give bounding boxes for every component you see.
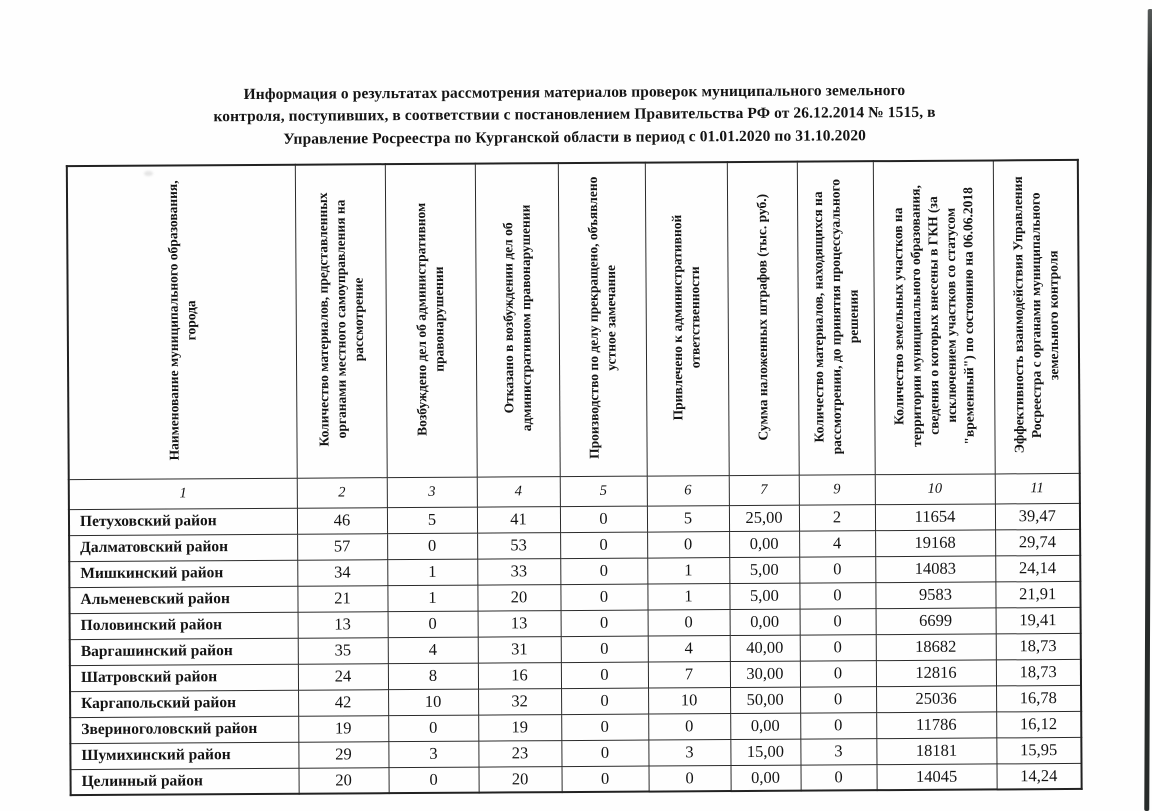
value-cell: 53 — [477, 533, 560, 560]
value-cell: 0 — [799, 583, 875, 609]
value-cell: 3 — [648, 740, 730, 767]
value-cell: 0 — [562, 766, 649, 793]
district-name-cell: Каргапольский район — [70, 690, 298, 717]
district-name-cell: Половинский район — [70, 612, 298, 639]
district-name-cell: Далматовский район — [69, 534, 297, 561]
value-cell: 29,74 — [995, 529, 1080, 556]
column-header-text: Сумма наложенных штрафов (тыс. руб.) — [754, 193, 771, 441]
column-number: 1 — [69, 478, 297, 509]
value-cell: 0 — [560, 532, 647, 559]
column-header-text: Возбуждено дел об административном правонарушении — [413, 202, 448, 436]
value-cell: 16,12 — [996, 711, 1081, 738]
value-cell: 1 — [647, 558, 729, 585]
table-row — [71, 763, 1082, 795]
value-cell: 0 — [647, 532, 729, 559]
value-cell: 30,00 — [730, 661, 800, 687]
value-cell: 0 — [648, 610, 730, 637]
column-header-10 — [873, 160, 995, 474]
district-name-cell: Мишкинский район — [69, 560, 297, 587]
value-cell: 20 — [479, 767, 562, 794]
value-cell: 50,00 — [730, 687, 800, 713]
value-cell: 0 — [799, 557, 875, 583]
header-row — [67, 160, 1080, 480]
value-cell: 13 — [298, 612, 388, 639]
value-cell: 23 — [478, 741, 561, 768]
value-cell: 1 — [647, 584, 729, 611]
column-header-text: Наименование муниципального образования, города — [164, 180, 199, 461]
value-cell: 35 — [298, 638, 388, 665]
value-cell: 20 — [477, 585, 560, 612]
value-cell: 21 — [297, 586, 387, 613]
district-name-cell: Шумихинский район — [70, 742, 298, 769]
value-cell: 19168 — [875, 530, 995, 557]
column-header-6 — [645, 162, 729, 476]
value-cell: 42 — [298, 690, 388, 717]
value-cell: 4 — [648, 636, 730, 663]
results-table — [66, 159, 1083, 797]
column-number: 4 — [477, 477, 560, 508]
value-cell: 0 — [560, 584, 647, 611]
column-header-text: Эффективность взаимодействия Управления Росреестра с органами муниципального земельного контроля — [1009, 176, 1062, 454]
value-cell: 0 — [561, 636, 648, 663]
value-cell: 19,41 — [996, 607, 1081, 634]
value-cell: 1 — [387, 585, 477, 612]
scan-smudge-artifact — [144, 171, 153, 176]
value-cell: 31 — [478, 637, 561, 664]
value-cell: 5,00 — [729, 557, 799, 583]
value-cell: 13 — [478, 611, 561, 638]
column-header-5 — [558, 163, 647, 477]
value-cell: 14045 — [876, 764, 996, 791]
value-cell: 39,47 — [995, 503, 1080, 530]
district-name-cell: Целинный район — [71, 768, 299, 795]
value-cell: 15,95 — [996, 737, 1081, 764]
value-cell: 0 — [389, 767, 479, 794]
value-cell: 0 — [387, 533, 477, 560]
value-cell: 29 — [298, 742, 388, 769]
value-cell: 10 — [648, 688, 730, 715]
column-header-3 — [385, 164, 477, 478]
column-header-text: Количество материалов, представленных органами местного самоуправления на рассмотрение — [314, 192, 366, 447]
district-name-cell: Альменевский район — [69, 586, 297, 613]
value-cell: 3 — [388, 741, 478, 768]
column-header-7 — [727, 162, 799, 476]
value-cell: 4 — [388, 637, 478, 664]
column-number: 5 — [560, 476, 647, 507]
column-header-text: Привлечено к административной ответственности — [669, 214, 704, 421]
value-cell: 1 — [387, 559, 477, 586]
district-name-cell: Звериноголовский район — [70, 716, 298, 743]
value-cell: 0 — [561, 662, 648, 689]
value-cell: 5 — [387, 507, 477, 534]
value-cell: 0 — [561, 610, 648, 637]
value-cell: 46 — [297, 508, 387, 535]
column-header-2 — [295, 164, 387, 478]
value-cell: 16,78 — [996, 685, 1081, 712]
document-title — [94, 79, 1054, 152]
district-name-cell: Варгашинский район — [70, 638, 298, 665]
value-cell: 21,91 — [995, 581, 1080, 608]
column-header-text: Количество земельных участков на территории муниципального образования, сведения о которых внесены в ГКН (за исключением участков со статусом "временный") по состоянию на 06.06.2018 — [890, 184, 977, 447]
value-cell: 0 — [800, 713, 876, 739]
district-name-cell: Петуховский район — [69, 508, 297, 535]
title-line: Информация о результатах рассмотрения материалов проверок муниципального земельного — [243, 81, 906, 104]
value-cell: 57 — [297, 534, 387, 561]
title-line: Управление Росреестра по Курганской области в период с 01.01.2020 по 31.10.2020 — [283, 126, 867, 148]
column-header-1 — [67, 165, 297, 480]
value-cell: 33 — [477, 559, 560, 586]
value-cell: 25,00 — [729, 505, 799, 531]
value-cell: 19 — [478, 715, 561, 742]
value-cell: 40,00 — [730, 635, 800, 661]
value-cell: 0,00 — [730, 713, 800, 739]
value-cell: 12816 — [876, 660, 996, 687]
column-header-text: Количество материалов, находящихся на рассмотрении, до принятия процессуального решения — [809, 178, 861, 455]
value-cell: 11654 — [875, 504, 995, 531]
value-cell: 0 — [388, 715, 478, 742]
value-cell: 0 — [388, 611, 478, 638]
value-cell: 0 — [800, 609, 876, 635]
value-cell: 15,00 — [730, 739, 800, 765]
value-cell: 34 — [297, 560, 387, 587]
column-number: 7 — [729, 475, 799, 505]
value-cell: 14,24 — [996, 763, 1081, 790]
column-number: 3 — [387, 477, 477, 508]
column-header-4 — [475, 163, 560, 477]
value-cell: 11786 — [876, 712, 996, 739]
value-cell: 0 — [800, 661, 876, 687]
value-cell: 0 — [560, 558, 647, 585]
value-cell: 0 — [561, 740, 648, 767]
column-header-text: Отказано в возбуждении дел об административном правонарушении — [500, 204, 534, 432]
value-cell: 18,73 — [996, 659, 1081, 686]
column-header-11 — [993, 160, 1080, 474]
value-cell: 32 — [478, 689, 561, 716]
value-cell: 0 — [560, 506, 647, 533]
value-cell: 6699 — [876, 608, 996, 635]
value-cell: 18,73 — [996, 633, 1081, 660]
value-cell: 2 — [799, 505, 875, 531]
value-cell: 8 — [388, 663, 478, 690]
value-cell: 0 — [648, 714, 730, 741]
value-cell: 0,00 — [729, 531, 799, 557]
column-number: 6 — [647, 476, 729, 507]
value-cell: 41 — [477, 507, 560, 534]
value-cell: 0 — [561, 688, 648, 715]
value-cell: 25036 — [876, 686, 996, 713]
value-cell: 0,00 — [730, 609, 800, 635]
value-cell: 0 — [648, 766, 730, 793]
column-number: 2 — [297, 478, 387, 509]
value-cell: 20 — [299, 768, 389, 795]
value-cell: 24,14 — [995, 555, 1080, 582]
value-cell: 14083 — [875, 556, 995, 583]
value-cell: 19 — [298, 716, 388, 743]
value-cell: 9583 — [875, 582, 995, 609]
district-name-cell: Шатровский район — [70, 664, 298, 691]
column-number: 10 — [875, 474, 995, 505]
value-cell: 0 — [800, 687, 876, 713]
value-cell: 10 — [388, 689, 478, 716]
value-cell: 0 — [561, 714, 648, 741]
value-cell: 0 — [800, 635, 876, 661]
value-cell: 18682 — [876, 634, 996, 661]
value-cell: 5 — [647, 506, 729, 533]
value-cell: 0 — [800, 765, 876, 791]
value-cell: 18181 — [876, 738, 996, 765]
column-number: 11 — [995, 473, 1080, 504]
value-cell: 0,00 — [730, 765, 800, 791]
title-line: контроля, поступивших, в соответствии с постановлением Правительства РФ от 26.12.2014 № 1515, в — [213, 104, 936, 126]
value-cell: 5,00 — [729, 583, 799, 609]
value-cell: 4 — [799, 531, 875, 557]
column-header-text: Производство по делу прекращено, объявлено устное замечание — [584, 176, 619, 459]
value-cell: 3 — [800, 739, 876, 765]
value-cell: 7 — [648, 662, 730, 689]
value-cell: 24 — [298, 664, 388, 691]
column-header-9 — [797, 161, 875, 475]
value-cell: 16 — [478, 663, 561, 690]
column-number: 9 — [799, 475, 875, 505]
